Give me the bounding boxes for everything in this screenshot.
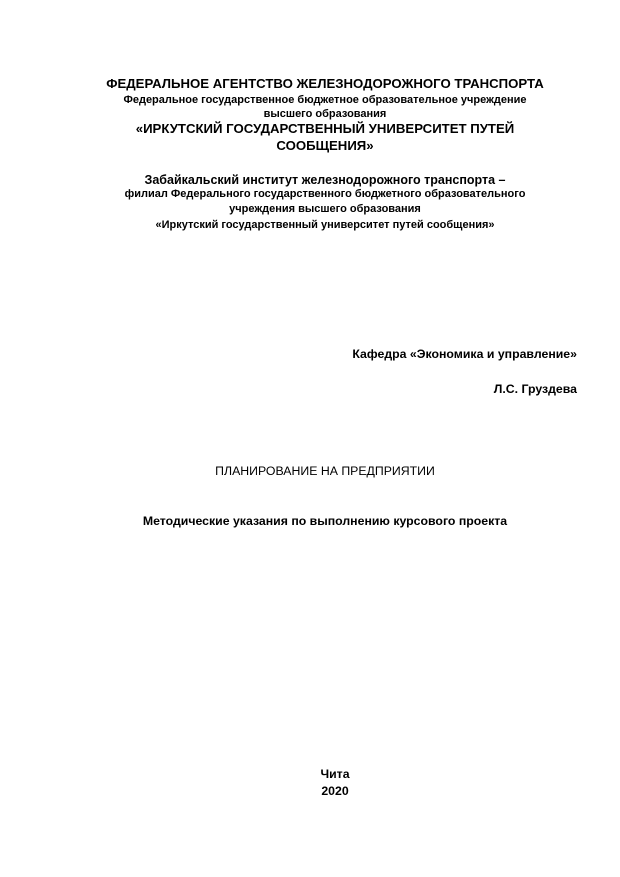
department-name: Кафедра «Экономика и управление» <box>352 347 577 361</box>
document-subtitle: Методические указания по выполнению курсового проекта <box>142 514 508 528</box>
branch-university <box>70 218 580 232</box>
agency-name: ФЕДЕРАЛЬНОЕ АГЕНТСТВО ЖЕЛЕЗНОДОРОЖНОГО ТРАНСПОРТА <box>106 76 544 91</box>
branch-institute <box>70 173 580 187</box>
federal-line-1: Федеральное государственное бюджетное образовательное учреждение <box>123 94 527 106</box>
university-line-1: «ИРКУТСКИЙ ГОСУДАРСТВЕННЫЙ УНИВЕРСИТЕТ ПУТЕЙ <box>135 121 515 136</box>
branch-line-2: учреждения высшего образования <box>229 203 421 215</box>
document-title: ПЛАНИРОВАНИЕ НА ПРЕДПРИЯТИИ <box>215 464 435 478</box>
header-agency <box>70 76 580 91</box>
branch-description <box>70 187 580 217</box>
branch-line-1: филиал Федерального государственного бюджетного образовательного <box>124 188 526 200</box>
publication-city: Чита <box>320 767 350 781</box>
federal-line-2: высшего образования <box>263 108 387 120</box>
branch-line-3: «Иркутский государственный университет путей сообщения» <box>155 219 495 231</box>
header-university <box>70 120 580 154</box>
author-name: Л.С. Груздева <box>493 382 577 396</box>
institute-name: Забайкальский институт железнодорожного транспорта – <box>144 173 506 187</box>
publication-footer <box>70 766 600 800</box>
university-line-2: СООБЩЕНИЯ» <box>276 138 374 153</box>
header-federal-institution <box>70 93 580 121</box>
publication-year: 2020 <box>321 784 349 798</box>
